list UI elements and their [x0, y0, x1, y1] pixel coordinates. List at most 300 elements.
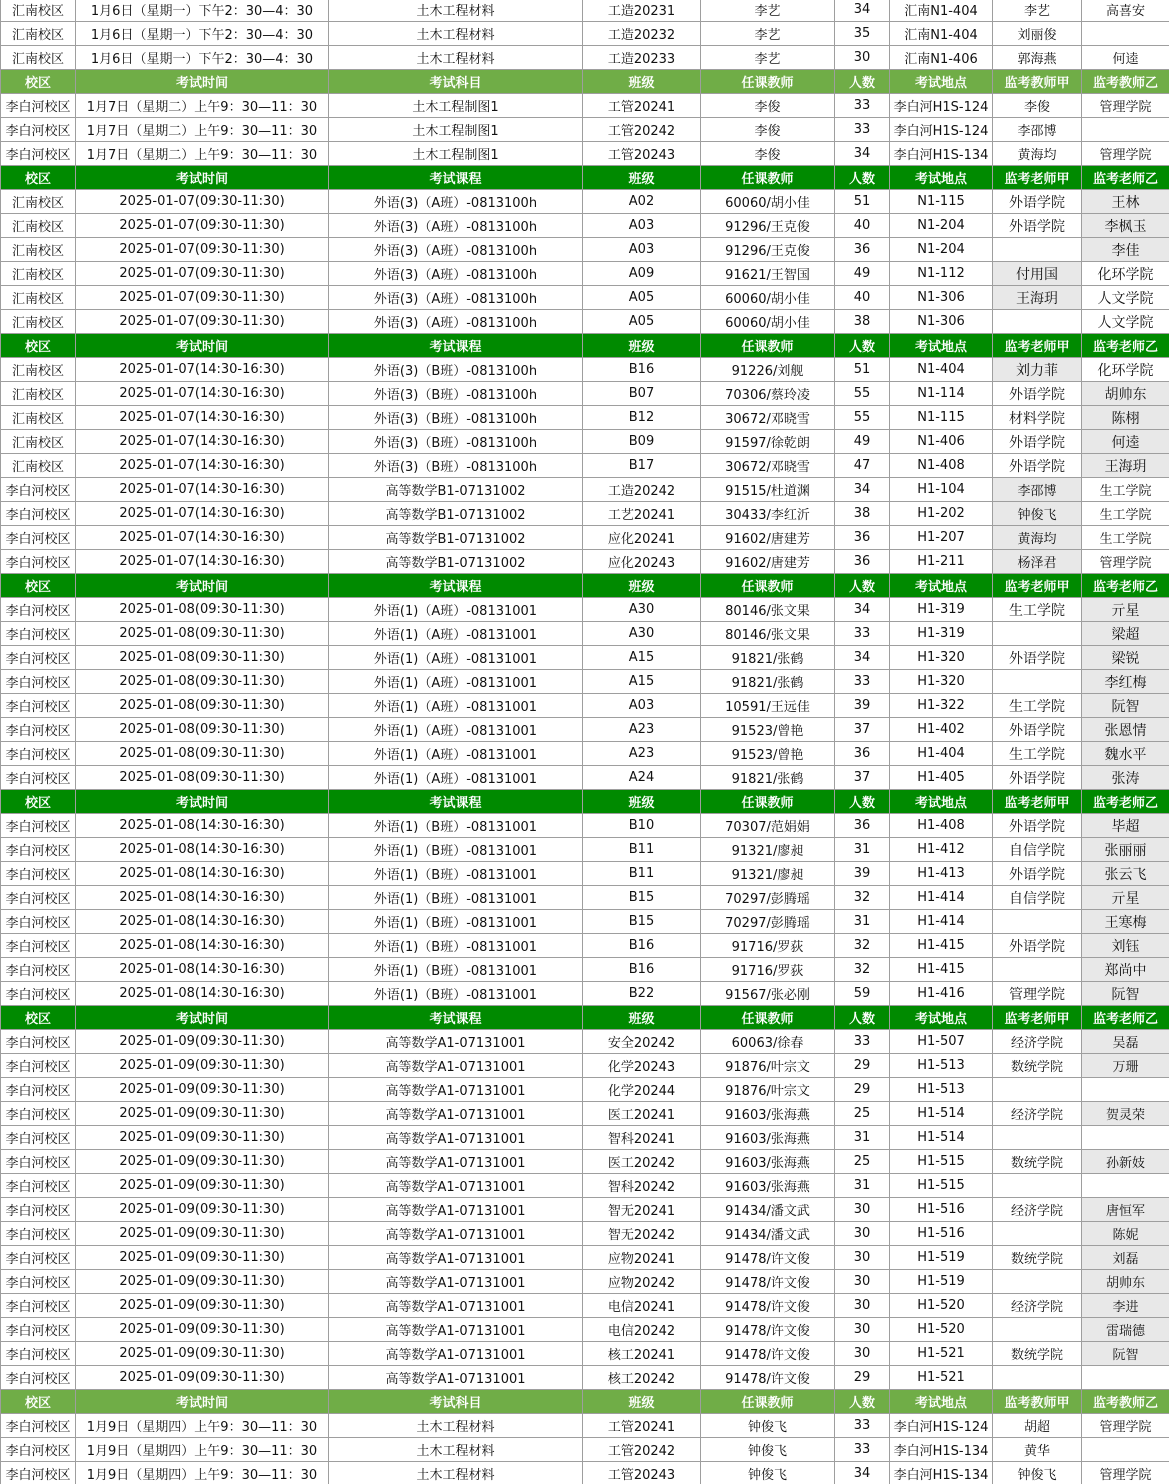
cell-course: 高等数学A1-07131001 [329, 1126, 583, 1150]
header-cell-campus: 校区 [1, 166, 76, 190]
cell-a: 黄华 [993, 1438, 1082, 1462]
table-row [1, 238, 1169, 262]
cell-time: 2025-01-09(09:30-11:30) [76, 1222, 329, 1246]
cell-cls: A05 [583, 310, 701, 334]
cell-a: 生工学院 [993, 694, 1082, 718]
cell-cls: B09 [583, 430, 701, 454]
cell-teacher: 钟俊飞 [701, 1438, 835, 1462]
cell-a: 钟俊飞 [993, 502, 1082, 526]
cell-b: 雷瑞德 [1082, 1318, 1169, 1342]
cell-course: 外语(3)（A班）-0813100h [329, 190, 583, 214]
cell-cls: 电信20241 [583, 1294, 701, 1318]
cell-cls: B15 [583, 910, 701, 934]
cell-campus: 李白河校区 [1, 1222, 76, 1246]
header-cell-teacher: 任课教师 [701, 334, 835, 358]
cell-cls: 工管20243 [583, 1462, 701, 1484]
header-cell-a: 监考老师甲 [993, 334, 1082, 358]
cell-b: 管理学院 [1082, 94, 1169, 118]
cell-course: 外语(3)（A班）-0813100h [329, 238, 583, 262]
table-row [1, 1126, 1169, 1150]
cell-cls: A15 [583, 646, 701, 670]
cell-num: 34 [835, 478, 890, 502]
cell-room: H1-413 [890, 862, 993, 886]
header-cell-teacher: 任课教师 [701, 166, 835, 190]
cell-time: 2025-01-07(09:30-11:30) [76, 262, 329, 286]
header-cell-cls: 班级 [583, 334, 701, 358]
cell-course: 土木工程制图1 [329, 94, 583, 118]
cell-num: 34 [835, 0, 890, 22]
cell-teacher: 91716/罗荻 [701, 958, 835, 982]
cell-campus: 李白河校区 [1, 142, 76, 166]
cell-teacher: 91434/潘文武 [701, 1222, 835, 1246]
cell-a: 外语学院 [993, 718, 1082, 742]
cell-teacher: 91603/张海燕 [701, 1174, 835, 1198]
cell-cls: 应物20242 [583, 1270, 701, 1294]
cell-cls: B11 [583, 862, 701, 886]
cell-room: H1-319 [890, 622, 993, 646]
cell-room: H1-507 [890, 1030, 993, 1054]
header-cell-course: 考试科目 [329, 1390, 583, 1414]
cell-a: 外语学院 [993, 430, 1082, 454]
header-cell-b: 监考老师乙 [1082, 574, 1169, 598]
table-row [1, 1438, 1169, 1462]
header-cell-a: 监考老师甲 [993, 1006, 1082, 1030]
header-cell-a: 监考老师甲 [993, 166, 1082, 190]
cell-time: 2025-01-09(09:30-11:30) [76, 1126, 329, 1150]
cell-cls: 智科20241 [583, 1126, 701, 1150]
table-row [1, 838, 1169, 862]
header-cell-course: 考试课程 [329, 574, 583, 598]
table-row [1, 1222, 1169, 1246]
cell-room: H1-404 [890, 742, 993, 766]
cell-time: 2025-01-09(09:30-11:30) [76, 1342, 329, 1366]
cell-campus: 李白河校区 [1, 646, 76, 670]
cell-campus: 汇南校区 [1, 214, 76, 238]
cell-teacher: 91603/张海燕 [701, 1102, 835, 1126]
cell-campus: 李白河校区 [1, 118, 76, 142]
cell-num: 59 [835, 982, 890, 1006]
cell-course: 土木工程材料 [329, 22, 583, 46]
cell-num: 37 [835, 718, 890, 742]
cell-a: 经济学院 [993, 1294, 1082, 1318]
cell-campus: 汇南校区 [1, 22, 76, 46]
cell-a: 管理学院 [993, 982, 1082, 1006]
cell-num: 40 [835, 214, 890, 238]
cell-cls: B12 [583, 406, 701, 430]
cell-b: 化环学院 [1082, 262, 1169, 286]
cell-num: 33 [835, 94, 890, 118]
header-cell-b: 监考老师乙 [1082, 1006, 1169, 1030]
cell-campus: 李白河校区 [1, 1366, 76, 1390]
cell-teacher: 钟俊飞 [701, 1462, 835, 1484]
cell-cls: 工造20242 [583, 478, 701, 502]
cell-cls: B10 [583, 814, 701, 838]
cell-b [1082, 1438, 1169, 1462]
section-header-row [1, 70, 1169, 94]
cell-course: 外语(3)（A班）-0813100h [329, 310, 583, 334]
cell-room: H1-412 [890, 838, 993, 862]
cell-time: 2025-01-07(09:30-11:30) [76, 286, 329, 310]
header-cell-b: 监考老师乙 [1082, 166, 1169, 190]
cell-course: 高等数学A1-07131001 [329, 1246, 583, 1270]
cell-a: 李艺 [993, 0, 1082, 22]
table-row [1, 1198, 1169, 1222]
cell-b: 王林 [1082, 190, 1169, 214]
cell-time: 1月7日（星期二）上午9：30—11：30 [76, 142, 329, 166]
cell-time: 2025-01-07(14:30-16:30) [76, 526, 329, 550]
table-row [1, 262, 1169, 286]
cell-a [993, 1270, 1082, 1294]
cell-b [1082, 1126, 1169, 1150]
cell-b: 毕超 [1082, 814, 1169, 838]
header-cell-cls: 班级 [583, 1006, 701, 1030]
cell-b: 管理学院 [1082, 142, 1169, 166]
table-row [1, 670, 1169, 694]
cell-b: 阮智 [1082, 1342, 1169, 1366]
cell-a [993, 958, 1082, 982]
cell-b: 生工学院 [1082, 526, 1169, 550]
cell-cls: A15 [583, 670, 701, 694]
table-row [1, 526, 1169, 550]
cell-course: 外语(1)（B班）-08131001 [329, 910, 583, 934]
header-cell-room: 考试地点 [890, 1390, 993, 1414]
cell-teacher: 91478/许文俊 [701, 1270, 835, 1294]
cell-b [1082, 1366, 1169, 1390]
cell-teacher: 91478/许文俊 [701, 1246, 835, 1270]
header-cell-room: 考试地点 [890, 70, 993, 94]
table-row [1, 646, 1169, 670]
cell-cls: B07 [583, 382, 701, 406]
cell-b: 阮智 [1082, 982, 1169, 1006]
cell-time: 2025-01-08(14:30-16:30) [76, 886, 329, 910]
cell-b: 张云飞 [1082, 862, 1169, 886]
cell-room: H1-322 [890, 694, 993, 718]
cell-campus: 李白河校区 [1, 1246, 76, 1270]
cell-a [993, 238, 1082, 262]
cell-a: 经济学院 [993, 1198, 1082, 1222]
cell-time: 2025-01-09(09:30-11:30) [76, 1318, 329, 1342]
table-row [1, 622, 1169, 646]
cell-teacher: 70297/彭腾瑶 [701, 886, 835, 910]
cell-campus: 汇南校区 [1, 0, 76, 22]
cell-b: 管理学院 [1082, 550, 1169, 574]
table-row [1, 118, 1169, 142]
cell-b: 李佳 [1082, 238, 1169, 262]
header-cell-time: 考试时间 [76, 334, 329, 358]
cell-teacher: 91478/许文俊 [701, 1294, 835, 1318]
cell-time: 1月9日（星期四）上午9：30—11：30 [76, 1462, 329, 1484]
cell-a: 外语学院 [993, 766, 1082, 790]
cell-room: H1-402 [890, 718, 993, 742]
cell-time: 2025-01-08(14:30-16:30) [76, 838, 329, 862]
cell-campus: 李白河校区 [1, 1150, 76, 1174]
cell-cls: 化学20243 [583, 1054, 701, 1078]
table-row [1, 910, 1169, 934]
cell-room: N1-115 [890, 406, 993, 430]
cell-cls: 工管20243 [583, 142, 701, 166]
table-row [1, 1174, 1169, 1198]
cell-time: 2025-01-08(09:30-11:30) [76, 622, 329, 646]
cell-teacher: 李俊 [701, 118, 835, 142]
cell-teacher: 91296/王克俊 [701, 214, 835, 238]
cell-time: 2025-01-07(14:30-16:30) [76, 478, 329, 502]
header-cell-cls: 班级 [583, 1390, 701, 1414]
cell-course: 高等数学A1-07131001 [329, 1270, 583, 1294]
cell-room: H1-519 [890, 1270, 993, 1294]
cell-b [1082, 22, 1169, 46]
cell-time: 2025-01-07(14:30-16:30) [76, 454, 329, 478]
cell-campus: 李白河校区 [1, 1318, 76, 1342]
cell-time: 2025-01-08(09:30-11:30) [76, 718, 329, 742]
cell-course: 高等数学A1-07131001 [329, 1030, 583, 1054]
cell-course: 高等数学A1-07131001 [329, 1198, 583, 1222]
cell-time: 1月6日（星期一）下午2：30—4：30 [76, 0, 329, 22]
cell-time: 2025-01-07(09:30-11:30) [76, 238, 329, 262]
cell-time: 2025-01-08(14:30-16:30) [76, 910, 329, 934]
cell-campus: 汇南校区 [1, 262, 76, 286]
cell-room: H1-405 [890, 766, 993, 790]
cell-num: 34 [835, 142, 890, 166]
cell-course: 外语(3)（B班）-0813100h [329, 430, 583, 454]
table-row [1, 1414, 1169, 1438]
cell-course: 高等数学B1-07131002 [329, 526, 583, 550]
table-row [1, 742, 1169, 766]
section-header-row [1, 1006, 1169, 1030]
cell-a: 杨泽君 [993, 550, 1082, 574]
cell-num: 31 [835, 910, 890, 934]
cell-teacher: 60060/胡小佳 [701, 286, 835, 310]
cell-room: H1-520 [890, 1318, 993, 1342]
cell-num: 33 [835, 670, 890, 694]
cell-room: 李白河H1S-134 [890, 1438, 993, 1462]
cell-time: 2025-01-09(09:30-11:30) [76, 1150, 329, 1174]
table-row [1, 94, 1169, 118]
header-cell-a: 监考教师甲 [993, 1390, 1082, 1414]
cell-time: 1月7日（星期二）上午9：30—11：30 [76, 118, 329, 142]
cell-a: 自信学院 [993, 886, 1082, 910]
cell-room: N1-406 [890, 430, 993, 454]
cell-b: 张丽丽 [1082, 838, 1169, 862]
header-cell-b: 监考老师乙 [1082, 790, 1169, 814]
cell-course: 高等数学A1-07131001 [329, 1102, 583, 1126]
cell-course: 土木工程材料 [329, 0, 583, 22]
header-cell-cls: 班级 [583, 166, 701, 190]
cell-course: 高等数学A1-07131001 [329, 1222, 583, 1246]
cell-a [993, 910, 1082, 934]
cell-a: 外语学院 [993, 382, 1082, 406]
header-cell-num: 人数 [835, 790, 890, 814]
cell-num: 30 [835, 46, 890, 70]
cell-teacher: 李艺 [701, 22, 835, 46]
cell-room: H1-414 [890, 910, 993, 934]
cell-b: 郑尚中 [1082, 958, 1169, 982]
cell-course: 土木工程制图1 [329, 142, 583, 166]
cell-b: 张恩情 [1082, 718, 1169, 742]
cell-b: 人文学院 [1082, 286, 1169, 310]
cell-a: 刘丽俊 [993, 22, 1082, 46]
cell-course: 高等数学A1-07131001 [329, 1078, 583, 1102]
cell-time: 2025-01-08(09:30-11:30) [76, 670, 329, 694]
cell-course: 外语(1)（B班）-08131001 [329, 814, 583, 838]
cell-cls: 工管20241 [583, 94, 701, 118]
cell-b: 李红梅 [1082, 670, 1169, 694]
table-row [1, 454, 1169, 478]
table-row [1, 862, 1169, 886]
table-row [1, 1294, 1169, 1318]
cell-num: 38 [835, 502, 890, 526]
cell-course: 外语(3)（A班）-0813100h [329, 262, 583, 286]
cell-time: 2025-01-07(14:30-16:30) [76, 430, 329, 454]
section-header-row [1, 574, 1169, 598]
table-row [1, 934, 1169, 958]
cell-teacher: 91321/廖昶 [701, 862, 835, 886]
cell-num: 49 [835, 262, 890, 286]
section-header-row [1, 334, 1169, 358]
cell-num: 33 [835, 1030, 890, 1054]
cell-b: 管理学院 [1082, 1414, 1169, 1438]
cell-b [1082, 1174, 1169, 1198]
table-row [1, 1462, 1169, 1484]
cell-campus: 汇南校区 [1, 286, 76, 310]
cell-num: 37 [835, 766, 890, 790]
cell-course: 外语(1)（A班）-08131001 [329, 766, 583, 790]
cell-course: 土木工程材料 [329, 46, 583, 70]
cell-num: 32 [835, 958, 890, 982]
cell-a [993, 1126, 1082, 1150]
header-cell-a: 监考老师甲 [993, 574, 1082, 598]
cell-num: 30 [835, 1318, 890, 1342]
cell-b: 陈栩 [1082, 406, 1169, 430]
cell-num: 34 [835, 598, 890, 622]
cell-b: 唐恒军 [1082, 1198, 1169, 1222]
header-cell-cls: 班级 [583, 790, 701, 814]
cell-num: 34 [835, 1462, 890, 1484]
cell-campus: 李白河校区 [1, 910, 76, 934]
table-row [1, 358, 1169, 382]
cell-campus: 李白河校区 [1, 718, 76, 742]
cell-campus: 李白河校区 [1, 838, 76, 862]
cell-course: 高等数学A1-07131001 [329, 1342, 583, 1366]
cell-b: 生工学院 [1082, 478, 1169, 502]
header-cell-num: 人数 [835, 1006, 890, 1030]
cell-a: 李邵博 [993, 478, 1082, 502]
cell-num: 51 [835, 358, 890, 382]
header-cell-room: 考试地点 [890, 334, 993, 358]
cell-b: 胡帅东 [1082, 1270, 1169, 1294]
cell-course: 外语(1)（A班）-08131001 [329, 646, 583, 670]
cell-b: 人文学院 [1082, 310, 1169, 334]
cell-room: 李白河H1S-134 [890, 142, 993, 166]
cell-campus: 李白河校区 [1, 766, 76, 790]
cell-campus: 李白河校区 [1, 622, 76, 646]
cell-course: 外语(1)（B班）-08131001 [329, 838, 583, 862]
cell-b: 何逵 [1082, 430, 1169, 454]
cell-room: H1-207 [890, 526, 993, 550]
cell-teacher: 91478/许文俊 [701, 1318, 835, 1342]
cell-a: 经济学院 [993, 1102, 1082, 1126]
table-row [1, 766, 1169, 790]
header-cell-cls: 班级 [583, 70, 701, 94]
table-row [1, 430, 1169, 454]
header-cell-teacher: 任课教师 [701, 1390, 835, 1414]
header-cell-num: 人数 [835, 166, 890, 190]
cell-campus: 李白河校区 [1, 814, 76, 838]
cell-cls: A24 [583, 766, 701, 790]
header-cell-course: 考试课程 [329, 790, 583, 814]
cell-num: 55 [835, 406, 890, 430]
cell-cls: A03 [583, 694, 701, 718]
cell-teacher: 91603/张海燕 [701, 1150, 835, 1174]
cell-cls: B16 [583, 958, 701, 982]
cell-teacher: 李艺 [701, 46, 835, 70]
table-row [1, 46, 1169, 70]
cell-campus: 李白河校区 [1, 1294, 76, 1318]
cell-cls: 工管20241 [583, 1414, 701, 1438]
cell-b: 何逵 [1082, 46, 1169, 70]
cell-num: 29 [835, 1366, 890, 1390]
cell-teacher: 10591/王远佳 [701, 694, 835, 718]
table-row [1, 958, 1169, 982]
cell-num: 36 [835, 742, 890, 766]
cell-a: 钟俊飞 [993, 1462, 1082, 1484]
cell-cls: 工造20232 [583, 22, 701, 46]
cell-cls: 电信20242 [583, 1318, 701, 1342]
header-cell-cls: 班级 [583, 574, 701, 598]
cell-room: H1-513 [890, 1054, 993, 1078]
cell-cls: 医工20241 [583, 1102, 701, 1126]
header-cell-room: 考试地点 [890, 166, 993, 190]
cell-num: 30 [835, 1270, 890, 1294]
cell-time: 2025-01-09(09:30-11:30) [76, 1294, 329, 1318]
cell-teacher: 91523/曾艳 [701, 742, 835, 766]
header-cell-b: 监考教师乙 [1082, 70, 1169, 94]
cell-a: 经济学院 [993, 1030, 1082, 1054]
cell-teacher: 91603/张海燕 [701, 1126, 835, 1150]
cell-room: H1-414 [890, 886, 993, 910]
header-cell-num: 人数 [835, 70, 890, 94]
cell-time: 2025-01-09(09:30-11:30) [76, 1270, 329, 1294]
cell-teacher: 李艺 [701, 0, 835, 22]
cell-num: 47 [835, 454, 890, 478]
cell-course: 外语(3)（A班）-0813100h [329, 214, 583, 238]
cell-teacher: 70297/彭腾瑶 [701, 910, 835, 934]
cell-teacher: 91821/张鹤 [701, 646, 835, 670]
cell-b: 王海玥 [1082, 454, 1169, 478]
cell-num: 38 [835, 310, 890, 334]
cell-b: 魏水平 [1082, 742, 1169, 766]
table-row [1, 886, 1169, 910]
cell-num: 36 [835, 814, 890, 838]
cell-cls: A02 [583, 190, 701, 214]
cell-num: 30 [835, 1294, 890, 1318]
cell-campus: 汇南校区 [1, 238, 76, 262]
cell-course: 高等数学A1-07131001 [329, 1150, 583, 1174]
cell-course: 外语(1)（A班）-08131001 [329, 622, 583, 646]
cell-room: H1-521 [890, 1366, 993, 1390]
cell-course: 外语(1)（B班）-08131001 [329, 862, 583, 886]
header-cell-campus: 校区 [1, 1006, 76, 1030]
cell-room: H1-514 [890, 1102, 993, 1126]
table-row [1, 1246, 1169, 1270]
cell-teacher: 91478/许文俊 [701, 1366, 835, 1390]
table-row [1, 598, 1169, 622]
cell-cls: B11 [583, 838, 701, 862]
header-cell-teacher: 任课教师 [701, 1006, 835, 1030]
cell-cls: B17 [583, 454, 701, 478]
header-cell-time: 考试时间 [76, 790, 329, 814]
cell-course: 高等数学B1-07131002 [329, 478, 583, 502]
cell-room: H1-211 [890, 550, 993, 574]
